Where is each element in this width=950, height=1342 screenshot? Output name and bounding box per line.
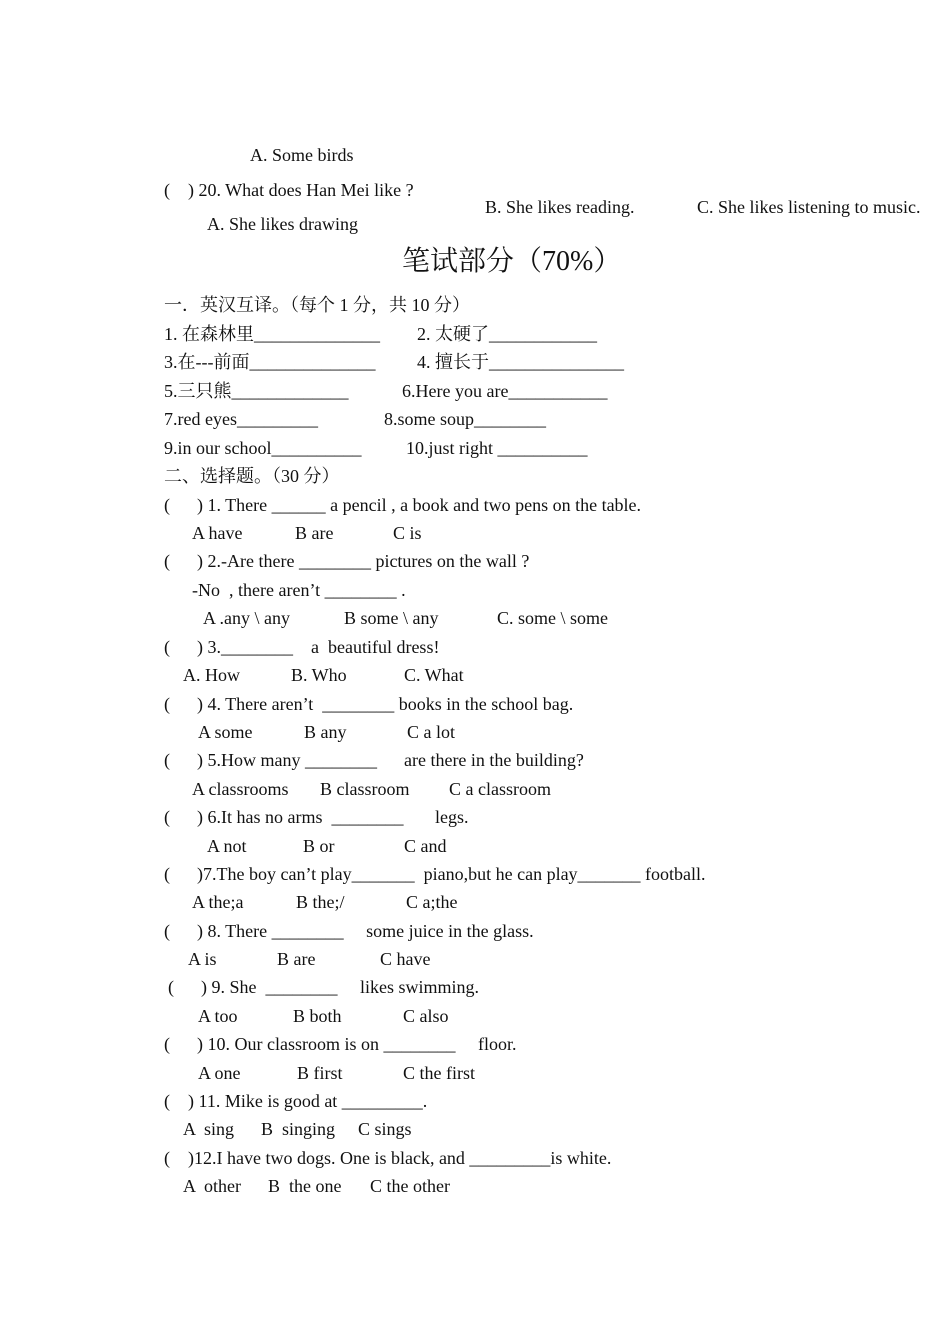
option: A one — [198, 1063, 241, 1083]
option: B the;/ — [296, 892, 345, 912]
question-6: ( ) 6.It has no arms ________ legs. — [164, 807, 469, 827]
option: C the other — [370, 1176, 450, 1196]
translate-item: 10.just right __________ — [406, 438, 588, 458]
translate-item: 3.在---前面______________ — [164, 352, 376, 372]
option: A is — [188, 949, 217, 969]
option: B are — [295, 523, 334, 543]
option: B any — [304, 722, 347, 742]
question-20-option-c: C. She likes listening to music. — [697, 197, 921, 217]
option: C. What — [404, 665, 464, 685]
question-8: ( ) 8. There ________ some juice in the glass. — [164, 921, 534, 941]
option: B are — [277, 949, 316, 969]
option: A too — [198, 1006, 238, 1026]
question-4: ( ) 4. There aren’t ________ books in the school bag. — [164, 694, 574, 714]
translate-item: 2. 太硬了____________ — [417, 324, 597, 344]
option: A not — [207, 836, 247, 856]
option: C a lot — [407, 722, 455, 742]
question-20-option-a: A. She likes drawing — [207, 214, 358, 234]
option: B classroom — [320, 779, 410, 799]
translate-item: 6.Here you are___________ — [402, 381, 608, 401]
question-9: ( ) 9. She ________ likes swimming. — [168, 977, 479, 997]
question-12: ( )12.I have two dogs. One is black, and _________is white. — [164, 1148, 612, 1168]
question-5: ( ) 5.How many ________ are there in the building? — [164, 750, 584, 770]
option: C. some \ some — [497, 608, 608, 628]
question-11: ( ) 11. Mike is good at _________. — [164, 1091, 428, 1111]
option: A some — [198, 722, 253, 742]
option: A have — [192, 523, 243, 543]
option: A sing — [183, 1119, 235, 1139]
option: C and — [404, 836, 447, 856]
option: C the first — [403, 1063, 475, 1083]
part2-heading: 二、选择题。（30 分） — [164, 466, 340, 486]
translate-item: 1. 在森林里______________ — [164, 324, 380, 344]
option: C have — [380, 949, 431, 969]
option: B the one — [268, 1176, 342, 1196]
option: B first — [297, 1063, 343, 1083]
option: C also — [403, 1006, 449, 1026]
option-a-birds: A. Some birds — [250, 145, 354, 165]
translate-item: 5.三只熊_____________ — [164, 381, 349, 401]
question-20: ( ) 20. What does Han Mei like ? — [164, 180, 414, 200]
option: C a classroom — [449, 779, 551, 799]
question-3: ( ) 3.________ a beautiful dress! — [164, 637, 440, 657]
translate-item: 7.red eyes_________ — [164, 409, 318, 429]
option: A .any \ any — [203, 608, 290, 628]
question-2: ( ) 2.-Are there ________ pictures on the wall ? — [164, 551, 530, 571]
option: B singing — [261, 1119, 336, 1139]
section-title: 笔试部分（70%） — [402, 246, 622, 277]
option: A other — [183, 1176, 241, 1196]
question-20-option-b: B. She likes reading. — [485, 197, 635, 217]
option: A classrooms — [192, 779, 289, 799]
question-10: ( ) 10. Our classroom is on ________ floor. — [164, 1034, 517, 1054]
option: B. Who — [291, 665, 347, 685]
option: B both — [293, 1006, 342, 1026]
option: A. How — [183, 665, 240, 685]
question-2-answer-line: -No , there aren’t ________ . — [192, 580, 406, 600]
question-1: ( ) 1. There ______ a pencil , a book and two pens on the table. — [164, 495, 642, 515]
translate-item: 4. 擅长于_______________ — [417, 352, 624, 372]
option: A the;a — [192, 892, 244, 912]
option: C a;the — [406, 892, 458, 912]
option: C is — [393, 523, 422, 543]
translate-item: 9.in our school__________ — [164, 438, 362, 458]
part1-heading: 一．英汉互译。（每个 1 分，共 10 分） — [164, 295, 470, 315]
option: B some \ any — [344, 608, 439, 628]
translate-item: 8.some soup________ — [384, 409, 546, 429]
option: B or — [303, 836, 335, 856]
question-7: ( )7.The boy can’t play_______ piano,but he can play_______ football. — [164, 864, 706, 884]
option: C sings — [358, 1119, 412, 1139]
